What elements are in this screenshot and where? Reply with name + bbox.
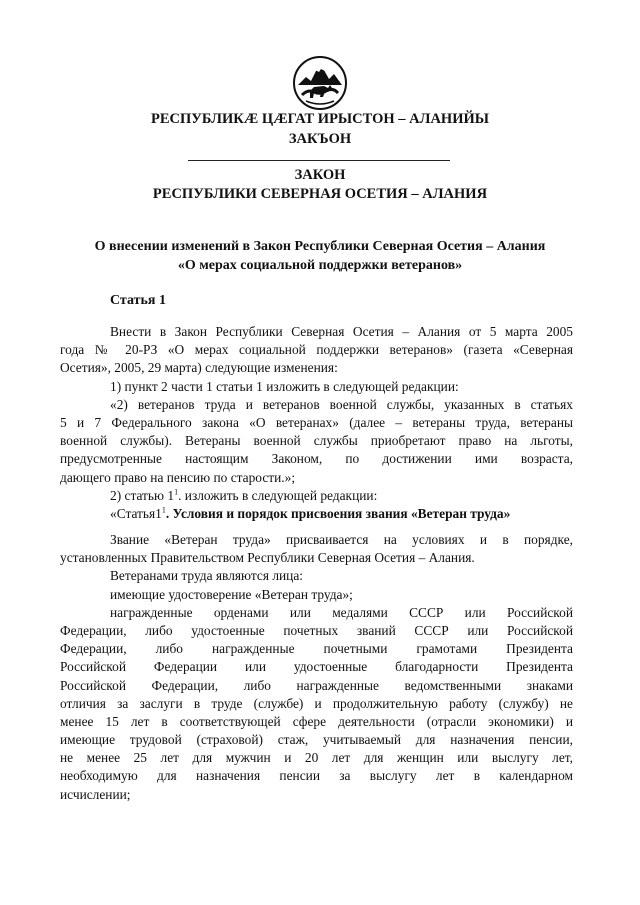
law-label-ossetian: ЗАКЪОН — [288, 131, 352, 147]
paragraph-line: Внести в Закон Республики Северная Осетия – Алания от 5 марта 2005 — [110, 324, 573, 339]
paragraph-line: исчислении; — [60, 786, 131, 802]
document-title-line-2: «О мерах социальной поддержки ветеранов» — [177, 258, 463, 273]
list-item-2-tail: . изложить в следующей редакции: — [178, 487, 378, 503]
quote-line: дающего право на пенсию по старости.»; — [60, 469, 296, 485]
quote-line: предусмотренные настоящим Законом, по достижении ими возраста, — [60, 451, 573, 467]
article-heading: Статья 1 — [110, 293, 166, 308]
article-body — [60, 323, 573, 523]
coat-of-arms-emblem — [292, 55, 348, 111]
quote-line: «2) ветеранов труда и ветеранов военной службы, указанных в статьях — [110, 396, 573, 412]
article-1-1-label: «Статья1 — [110, 505, 162, 521]
article-1-1-heading — [60, 505, 573, 523]
paragraph-line: Российской Федерации, либо награжденные ведомственными знаками — [60, 677, 573, 693]
header-divider — [188, 160, 450, 161]
republic-name-russian: РЕСПУБЛИКИ СЕВЕРНАЯ ОСЕТИЯ – АЛАНИЯ — [152, 186, 488, 202]
paragraph-line: Федерации, либо награжденные почетными грамотами Президента — [60, 641, 573, 657]
law-label-russian: ЗАКОН — [294, 167, 346, 183]
paragraph-line: менее 15 лет в соответствующей сфере деятельности (отрасли экономики) и — [60, 713, 573, 729]
paragraph-line: Звание «Ветеран труда» присваивается на условиях и в порядке, — [110, 532, 573, 547]
article-1-1-title: . Условия и порядок присвоения звания «Ветеран труда» — [165, 505, 511, 521]
paragraph-line: установленных Правительством Республики Северная Осетия – Алания. — [60, 550, 475, 566]
article-body-continued — [60, 531, 573, 804]
paragraph-line: года № 20-РЗ «О мерах социальной поддержки ветеранов» (газета «Северная — [60, 342, 573, 358]
list-item-2 — [60, 487, 573, 505]
paragraph-line: награжденные орденами или медалями СССР или Российской — [110, 604, 573, 620]
quote-line: военной службы). Ветераны военной службы приобретают право на льготы, — [60, 433, 573, 449]
list-item-2-text: 2) статью 1 — [110, 487, 175, 503]
quote-line: 5 и 7 Федерального закона «О ветеранах» (далее – ветераны труда, ветераны — [60, 414, 573, 430]
paragraph-line: не менее 25 лет для мужчин и 20 лет для женщин или выслугу лет, — [60, 750, 573, 766]
superscript: 1 — [174, 487, 179, 497]
republic-name-ossetian: РЕСПУБЛИКӔ ЦӔГАТ ИРЫСТОН – АЛАНИЙЫ — [151, 111, 489, 127]
paragraph-line: Российской Федерации или удостоенные благодарности Президента — [60, 659, 573, 675]
paragraph-line: Ветеранами труда являются лица: — [110, 568, 304, 584]
paragraph-line: Осетия», 2005, 29 марта) следующие изменения: — [60, 360, 338, 376]
list-item-1: 1) пункт 2 части 1 статьи 1 изложить в следующей редакции: — [110, 378, 459, 394]
paragraph-line: необходимую для назначения пенсии за выслугу лет в календарном — [60, 768, 573, 784]
paragraph-line: отличия за заслуги в труде (службе) и продолжительную работу (службу) не — [60, 695, 573, 711]
document-title-line-1: О внесении изменений в Закон Республики Северная Осетия – Алания — [94, 239, 546, 254]
paragraph-line: имеющие удостоверение «Ветеран труда»; — [110, 586, 353, 602]
paragraph-line: имеющие трудовой (страховой) стаж, учитываемый для назначения пенсии, — [60, 732, 573, 748]
superscript: 1 — [161, 505, 166, 515]
paragraph-line: Федерации, либо удостоенные почетных званий СССР или Российской — [60, 622, 573, 638]
